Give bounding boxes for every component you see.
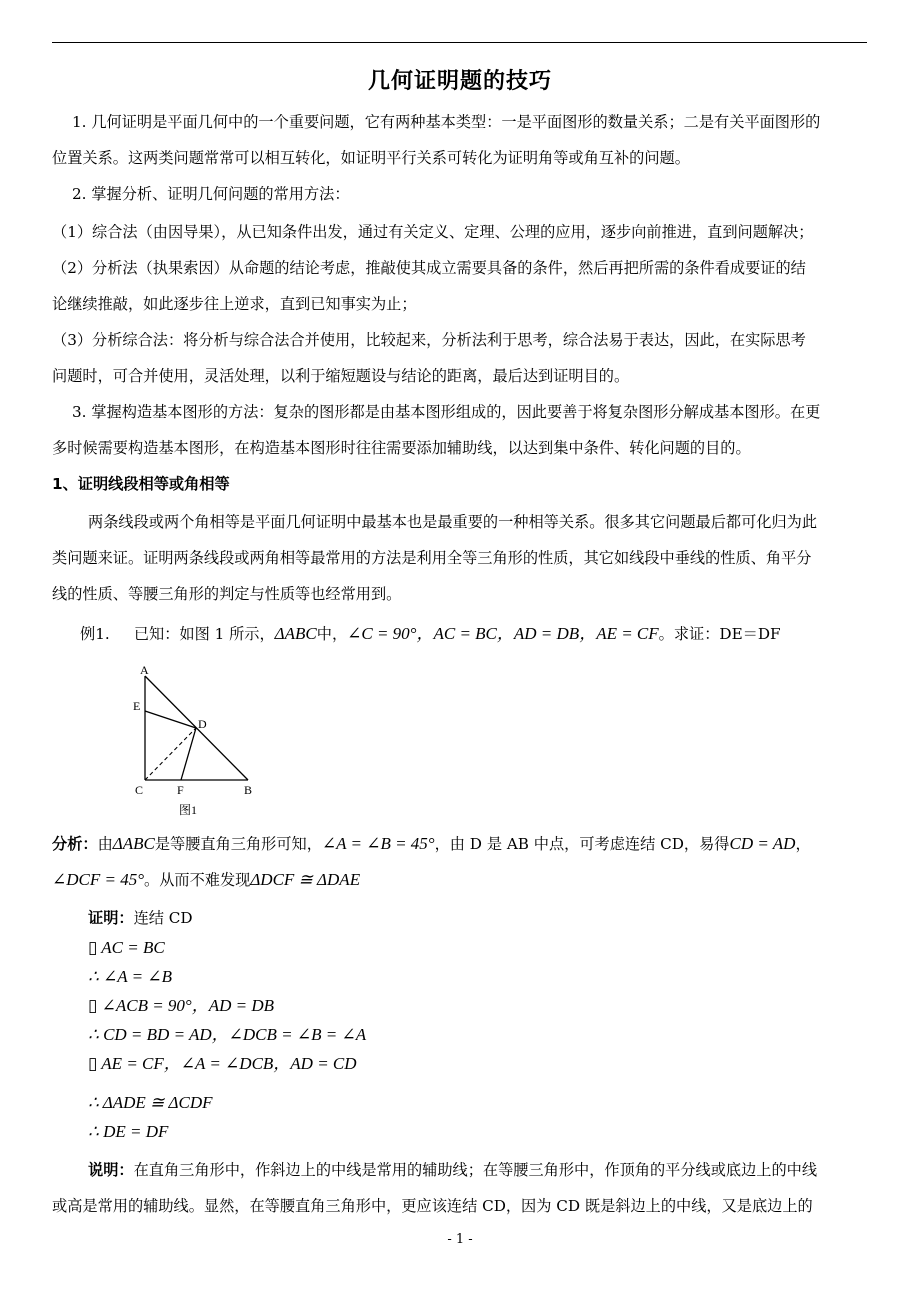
section-heading: 1、证明线段相等或角相等 — [52, 475, 230, 493]
method-1: （1）综合法（由因导果），从已知条件出发，通过有关定义、定理、公理的应用，逐步向前推进，直到问题解决； — [52, 223, 814, 241]
analysis-line1 — [52, 834, 811, 854]
proof-step: ∴ DE = DF — [88, 1122, 169, 1141]
method-2-line1: （2）分析法（执果索因）从命题的结论考虑，推敲使其成立需要具备的条件，然后再把所需的条件看成要证的结 — [52, 259, 806, 277]
segment-fd — [181, 728, 196, 780]
section-para-line1: 两条线段或两个角相等是平面几何证明中最基本也是最重要的一种相等关系。很多其它问题最后都可化归为此 — [88, 513, 817, 531]
proof-step: ∴ ∠A = ∠B — [88, 967, 172, 986]
figure-1-diagram — [125, 660, 265, 830]
figure-caption: 图1 — [179, 803, 198, 817]
proof-step: ▯ AC = BC — [88, 938, 165, 957]
analysis-math: ∠A = ∠B = 45° — [321, 834, 435, 853]
intro-p1-line2: 位置关系。这两类问题常常可以相互转化，如证明平行关系可转化为证明角等或角互补的问题。 — [52, 149, 690, 167]
analysis-text: 。从而不难发现 — [144, 871, 251, 889]
note-label: 说明： — [88, 1161, 134, 1179]
note-line1 — [88, 1160, 817, 1180]
example-mid: 中， — [316, 625, 348, 643]
analysis-label: 分析： — [52, 835, 98, 853]
label-a: A — [140, 663, 149, 677]
section-para-line3: 线的性质、等腰三角形的判定与性质等也经常用到。 — [52, 585, 402, 603]
intro-p1-line1: 1. 几何证明是平面几何中的一个重要问题，它有两种基本类型：一是平面图形的数量关系；二是有关平面图形的 — [72, 113, 821, 131]
example-prefix: 已知：如图 1 所示， — [133, 625, 275, 643]
label-b: B — [244, 783, 253, 797]
example-line — [80, 624, 781, 644]
example-suffix: 。求证：DE＝DF — [658, 625, 781, 643]
label-e: E — [133, 699, 141, 713]
section-para-line2: 类问题来证。证明两条线段或两角相等最常用的方法是利用全等三角形的性质，其它如线段中垂线的性质、角平分 — [52, 549, 812, 567]
proof-step: ▯ ∠ACB = 90°，AD = DB — [88, 996, 275, 1015]
method-2-line2: 论继续推敲，如此逐步往上逆求，直到已知事实为止； — [52, 295, 417, 313]
analysis-math: ΔDCF ≅ ΔDAE — [250, 870, 361, 889]
proof-step: ∴ CD = BD = AD，∠DCB = ∠B = ∠A — [88, 1025, 367, 1044]
header-rule — [52, 42, 867, 43]
analysis-math: ΔABC — [112, 834, 155, 853]
example-label: 例1. — [80, 625, 110, 643]
proof-label: 证明： — [88, 909, 134, 927]
intro-p3-line1: 3. 掌握构造基本图形的方法：复杂的图形都是由基本图形组成的，因此要善于将复杂图形分解成基本图形。在更 — [72, 403, 821, 421]
label-f: F — [177, 783, 184, 797]
analysis-text: ， — [795, 835, 811, 853]
intro-p2: 2. 掌握分析、证明几何问题的常用方法： — [72, 185, 350, 203]
note-text: 在直角三角形中，作斜边上的中线是常用的辅助线；在等腰三角形中，作顶角的平分线或底边上的中线 — [133, 1161, 817, 1179]
analysis-text: 是等腰直角三角形可知， — [154, 835, 322, 853]
analysis-text: ，由 D 是 AB 中点，可考虑连结 CD，易得 — [434, 835, 730, 853]
example-triangle: ΔABC — [274, 624, 317, 643]
intro-p3-line2: 多时候需要构造基本图形，在构造基本图形时往往需要添加辅助线，以达到集中条件、转化问题的目的。 — [52, 439, 751, 457]
analysis-text: 由 — [97, 835, 113, 853]
proof-step: ∴ ΔADE ≅ ΔCDF — [88, 1093, 213, 1112]
analysis-math: ∠DCF = 45° — [52, 870, 145, 889]
label-d: D — [198, 717, 207, 731]
proof-step: ▯ AE = CF，∠A = ∠DCB，AD = CD — [88, 1054, 357, 1073]
note-line2: 或高是常用的辅助线。显然，在等腰直角三角形中，更应该连结 CD，因为 CD 既是斜边上的中线，又是底边上的 — [52, 1197, 813, 1215]
proof-intro-line — [88, 908, 193, 928]
page-number: - 1 - — [447, 1232, 473, 1247]
analysis-math: CD = AD — [729, 834, 796, 853]
proof-intro: 连结 CD — [133, 909, 193, 927]
analysis-line2 — [52, 870, 360, 890]
method-3-line2: 问题时，可合并使用，灵活处理，以利于缩短题设与结论的距离，最后达到证明目的。 — [52, 367, 630, 385]
label-c: C — [135, 783, 144, 797]
page-title: 几何证明题的技巧 — [367, 69, 552, 94]
example-conditions: ∠C = 90°，AC = BC，AD = DB，AE = CF — [347, 624, 659, 643]
method-3-line1: （3）分析综合法：将分析与综合法合并使用，比较起来，分析法利于思考，综合法易于表达，因此，在实际思考 — [52, 331, 806, 349]
